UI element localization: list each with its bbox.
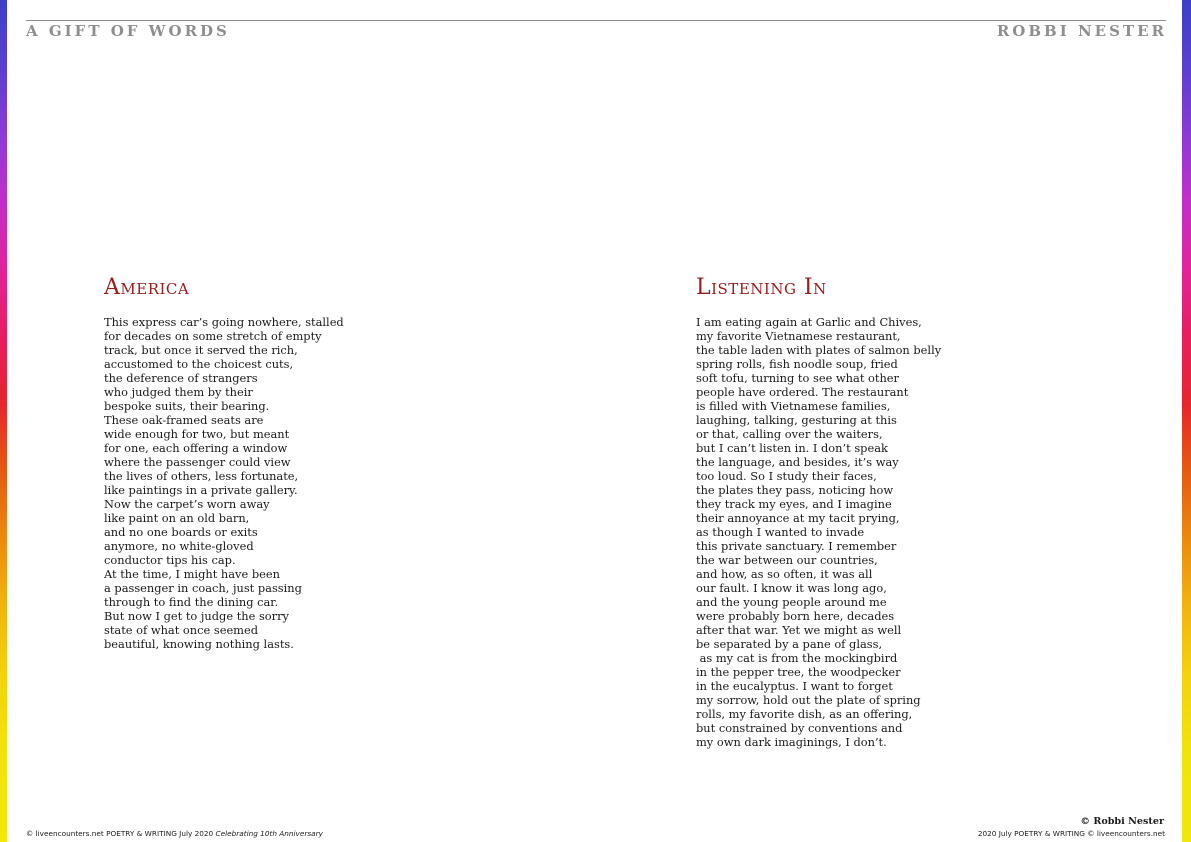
poem-line: But now I get to judge the sorry — [104, 609, 289, 623]
poem-line: people have ordered. The restaurant — [696, 385, 909, 399]
poem-line: and the young people around me — [696, 595, 887, 609]
poem-line: is filled with Vietnamese families, — [696, 399, 891, 413]
poem-line: the table laden with plates of salmon belly — [696, 343, 942, 357]
poem-line: the war between our countries, — [696, 553, 878, 567]
poem-line: where the passenger could view — [104, 455, 291, 469]
poem-line: Now the carpet’s worn away — [104, 497, 270, 511]
poem-title-america: America — [104, 275, 190, 300]
poem-line: the lives of others, less fortunate, — [104, 469, 299, 483]
footer-anniversary: Celebrating 10th Anniversary — [215, 829, 323, 838]
poem-line: conductor tips his cap. — [104, 553, 236, 567]
poem-line: track, but once it served the rich, — [104, 343, 298, 357]
poem-line: and no one boards or exits — [104, 525, 258, 539]
poem-line: a passenger in coach, just passing — [104, 581, 302, 595]
footer-right: 2020 July POETRY & WRITING © liveencounters.net — [977, 829, 1165, 838]
poem-body-america — [104, 315, 344, 651]
author-name-header: ROBBI NESTER — [996, 22, 1167, 40]
poem-line: as though I wanted to invade — [696, 525, 865, 539]
left-edge-decoration — [0, 0, 7, 842]
poem-line: my own dark imaginings, I don’t. — [696, 735, 887, 749]
footer-left-text: © liveencounters.net POETRY & WRITING July 2020 — [26, 829, 214, 838]
poem-line: they track my eyes, and I imagine — [696, 497, 892, 511]
poem-line: spring rolls, fish noodle soup, fried — [696, 357, 898, 371]
poem-line: anymore, no white-gloved — [104, 539, 254, 553]
poem-line: I am eating again at Garlic and Chives, — [696, 315, 922, 329]
poem-line: were probably born here, decades — [696, 609, 895, 623]
poem-line: in the eucalyptus. I want to forget — [696, 679, 893, 693]
poem-title-listening-in: Listening In — [696, 275, 827, 300]
poem-line: like paintings in a private gallery. — [104, 483, 298, 497]
publication-title: A GIFT OF WORDS — [26, 22, 230, 40]
poem-line: my sorrow, hold out the plate of spring — [696, 693, 921, 707]
poem-line: and how, as so often, it was all — [696, 567, 873, 581]
poem-line: state of what once seemed — [104, 623, 259, 637]
poem-line: This express car’s going nowhere, stalled — [104, 315, 344, 329]
footer-left — [26, 829, 323, 839]
poem-line: the language, and besides, it’s way — [696, 455, 899, 469]
poem-line: like paint on an old barn, — [104, 511, 250, 525]
poem-line: for decades on some stretch of empty — [104, 329, 322, 343]
poem-line: or that, calling over the waiters, — [696, 427, 883, 441]
copyright-notice: © Robbi Nester — [1080, 816, 1164, 827]
poem-line: the plates they pass, noticing how — [696, 483, 894, 497]
poem-line: this private sanctuary. I remember — [696, 539, 897, 553]
poem-line: soft tofu, turning to see what other — [696, 371, 899, 385]
poem-line: after that war. Yet we might as well — [696, 623, 902, 637]
poem-body-listening-in — [696, 315, 941, 749]
poem-line: beautiful, knowing nothing lasts. — [104, 637, 294, 651]
poem-line: At the time, I might have been — [104, 567, 280, 581]
poem-line: These oak-framed seats are — [104, 413, 264, 427]
poem-line: their annoyance at my tacit prying, — [696, 511, 900, 525]
poem-line: wide enough for two, but meant — [104, 427, 290, 441]
poem-line: my favorite Vietnamese restaurant, — [696, 329, 901, 343]
poem-line: in the pepper tree, the woodpecker — [696, 665, 901, 679]
poem-line: our fault. I know it was long ago, — [696, 581, 887, 595]
poem-line: who judged them by their — [104, 385, 253, 399]
poem-line: for one, each offering a window — [104, 441, 288, 455]
poem-line: but constrained by conventions and — [696, 721, 903, 735]
poem-line: rolls, my favorite dish, as an offering, — [696, 707, 913, 721]
poem-line: bespoke suits, their bearing. — [104, 399, 270, 413]
right-edge-decoration — [1182, 0, 1191, 842]
poem-line: as my cat is from the mockingbird — [696, 651, 898, 665]
poem-line: be separated by a pane of glass, — [696, 637, 883, 651]
poem-line: through to find the dining car. — [104, 595, 279, 609]
poem-line: laughing, talking, gesturing at this — [696, 413, 897, 427]
poem-line: the deference of strangers — [104, 371, 258, 385]
poem-line: accustomed to the choicest cuts, — [104, 357, 294, 371]
poem-line: too loud. So I study their faces, — [696, 469, 877, 483]
poem-line: but I can’t listen in. I don’t speak — [696, 441, 888, 455]
